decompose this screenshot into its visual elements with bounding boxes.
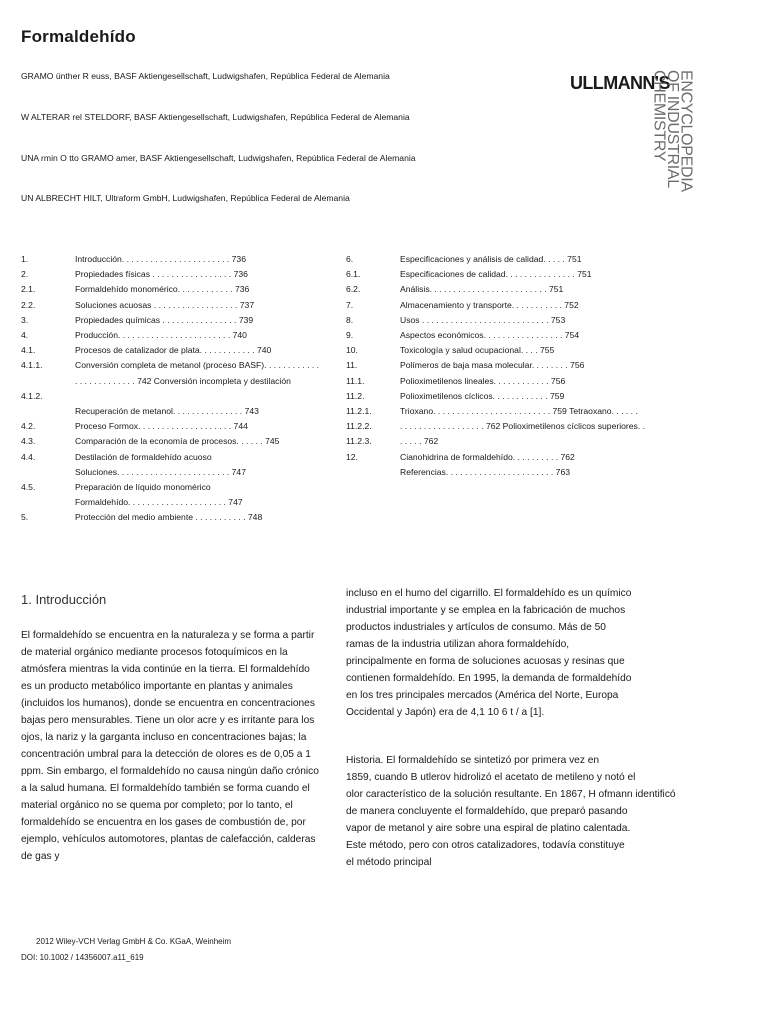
- toc-entry-number: 8.: [346, 314, 354, 325]
- toc-entry-title: Polioximetilenos lineales. . . . . . . . . . . . 756: [400, 375, 566, 386]
- text-line: productos industriales y artículos de consumo. Más de 50: [346, 622, 606, 633]
- section-heading: 1. Introducción: [21, 592, 107, 607]
- table-of-contents-left: [21, 254, 341, 524]
- text-line: ppm. Sin embargo, el formaldehído no causa ningún daño crónico: [21, 766, 319, 777]
- toc-entry-title: Protección del medio ambiente . . . . . . . . . . . 748: [75, 512, 263, 523]
- toc-entry-title: Trioxano. . . . . . . . . . . . . . . . . . . . . . . . . 759 Tetraoxano. . . . . .: [400, 406, 638, 416]
- ullmanns-logo: [570, 70, 710, 205]
- toc-entry: [21, 345, 341, 360]
- toc-entry: [21, 376, 341, 391]
- toc-entry: [21, 497, 341, 512]
- toc-entry-number: 10.: [346, 345, 358, 356]
- toc-entry: [21, 467, 341, 482]
- text-line: en los tres principales mercados (América del Norte, Europa: [346, 690, 619, 701]
- toc-entry-number: 11.1.: [346, 375, 365, 386]
- toc-entry: [346, 269, 756, 284]
- toc-entry-title: Destilación de formaldehído acuoso: [75, 451, 212, 462]
- logo-line-1: ENCYCLOPEDIA: [677, 70, 695, 192]
- toc-entry: [346, 467, 756, 482]
- toc-entry-title: Proceso Formox. . . . . . . . . . . . . . . . . . . . 744: [75, 421, 248, 432]
- toc-entry-title: Comparación de la economía de procesos. . . . . . 745: [75, 436, 280, 447]
- toc-entry: [346, 345, 756, 360]
- toc-entry-number: 11.2.3.: [346, 436, 372, 447]
- toc-entry-title: Polímeros de baja masa molecular. . . . . . . . 756: [400, 360, 585, 371]
- text-line: ojos, la nariz y la garganta incluso en concentraciones bajas; la: [21, 732, 307, 743]
- toc-entry-title: Producción. . . . . . . . . . . . . . . . . . . . . . . . 740: [75, 330, 247, 340]
- toc-entry: [346, 452, 756, 467]
- body-column-right-para-2: [346, 752, 676, 871]
- toc-entry-number: 2.2.: [21, 299, 36, 310]
- text-line: ramas de la industria utilizan ahora formaldehído,: [346, 639, 570, 650]
- text-line: atmósfera mientras la vida continúe en la tierra. El formaldehído: [21, 664, 310, 675]
- toc-entry-title: Introducción. . . . . . . . . . . . . . . . . . . . . . . 736: [75, 254, 246, 264]
- toc-entry-title: Propiedades físicas . . . . . . . . . . . . . . . . . 736: [75, 269, 248, 280]
- toc-entry: [346, 315, 756, 330]
- toc-entry-number: 4.4.: [21, 451, 36, 462]
- toc-entry-number: 6.: [346, 254, 354, 264]
- text-line: concentración umbral para la detección de olores es de 0,05 a 1: [21, 749, 311, 760]
- text-line: ejemplo, vehículos automotores, plantas de calefacción, calderas: [21, 834, 316, 845]
- toc-entry: [21, 512, 341, 527]
- toc-entry-title: Formaldehído monomérico. . . . . . . . . . . . 736: [75, 284, 250, 295]
- text-line: incluso en el humo del cigarrillo. El formaldehído es un químico: [346, 588, 632, 599]
- toc-entry-number: 5.: [21, 512, 29, 523]
- toc-entry: [21, 406, 341, 421]
- toc-entry-number: 7.: [346, 299, 354, 310]
- toc-entry-number: 4.1.: [21, 345, 36, 356]
- toc-entry-title: . . . . . . . . . . . . . . . . . . 762 Polioximetilenos cíclicos superiores. .: [400, 421, 646, 432]
- toc-entry-title: Aspectos económicos. . . . . . . . . . . . . . . . . 754: [400, 330, 580, 340]
- toc-entry: [21, 269, 341, 284]
- toc-entry-title: Soluciones acuosas . . . . . . . . . . . . . . . . . . 737: [75, 299, 255, 310]
- text-line: el método principal: [346, 857, 432, 868]
- toc-entry: [21, 360, 341, 375]
- toc-entry-title: Preparación de líquido monomérico: [75, 482, 211, 492]
- text-line: (incluidos los humanos), donde se encuentra en concentraciones: [21, 698, 315, 709]
- toc-entry-number: 4.3.: [21, 436, 36, 447]
- toc-entry: [346, 254, 756, 269]
- toc-entry: [21, 300, 341, 315]
- toc-entry: [21, 315, 341, 330]
- author-line-1: GRAMO ünther R euss, BASF Aktiengesellschaft, Ludwigshafen, República Federal de Alemania: [21, 71, 390, 81]
- toc-entry-title: Propiedades químicas . . . . . . . . . . . . . . . . 739: [75, 314, 254, 325]
- copyright-notice: 2012 Wiley-VCH Verlag GmbH & Co. KGaA, Weinheim: [36, 937, 232, 946]
- toc-entry: [346, 406, 756, 421]
- toc-entry-title: Especificaciones de calidad. . . . . . . . . . . . . . . 751: [400, 269, 592, 280]
- text-line: principalmente en forma de soluciones acuosas y resinas que: [346, 656, 625, 667]
- toc-entry: [21, 254, 341, 269]
- toc-entry-title: Formaldehído. . . . . . . . . . . . . . . . . . . . . 747: [75, 497, 243, 508]
- toc-entry-number: 11.2.2.: [346, 421, 372, 432]
- toc-entry: [21, 284, 341, 299]
- toc-entry: [346, 376, 756, 391]
- toc-entry-title: Toxicología y salud ocupacional. . . . 755: [400, 345, 555, 356]
- toc-entry: [346, 330, 756, 345]
- toc-entry: [21, 452, 341, 467]
- toc-entry-number: 2.1.: [21, 284, 36, 295]
- toc-entry-title: Análisis. . . . . . . . . . . . . . . . . . . . . . . . . 751: [400, 284, 564, 295]
- toc-entry-number: 11.: [346, 360, 358, 371]
- toc-entry-title: Especificaciones y análisis de calidad. . . . . 751: [400, 254, 582, 264]
- text-line: Occidental y Japón) era de 4,1 10 6 t / a [1].: [346, 707, 545, 718]
- text-line: El formaldehído se encuentra en la naturaleza y se forma a partir: [21, 630, 315, 641]
- text-line: Historia. El formaldehído se sintetizó por primera vez en: [346, 755, 600, 766]
- toc-entry: [21, 436, 341, 451]
- toc-entry-title: Procesos de catalizador de plata. . . . . . . . . . . . 740: [75, 345, 272, 356]
- toc-entry: [21, 421, 341, 436]
- toc-entry-number: 4.1.2.: [21, 390, 43, 401]
- toc-entry-title: Conversión completa de metanol (proceso BASF). . . . . . . . . . . .: [75, 360, 320, 371]
- author-line-2: W ALTERAR rel STELDORF, BASF Aktiengesellschaft, Ludwigshafen, República Federal de Alemania: [21, 112, 410, 122]
- author-line-3: UNA rmin O tto GRAMO amer, BASF Aktiengesellschaft, Ludwigshafen, República Federal de Alemania: [21, 153, 416, 163]
- toc-entry-number: 11.2.: [346, 390, 365, 401]
- text-line: olor característico de la solución resultante. En 1867, H ofmann identificó: [346, 789, 676, 800]
- toc-entry: [346, 436, 756, 451]
- logo-main-text: ULLMANN'S: [570, 73, 670, 93]
- text-line: es un producto metabólico importante en plantas y animales: [21, 681, 293, 692]
- toc-entry-title: Soluciones. . . . . . . . . . . . . . . . . . . . . . . . 747: [75, 466, 246, 477]
- toc-entry-number: 6.1.: [346, 269, 361, 280]
- logo-vertical-text: [652, 70, 693, 192]
- toc-entry-number: 4.1.1.: [21, 360, 43, 371]
- text-line: a la salud humana. El formaldehído también se forma cuando el: [21, 783, 310, 794]
- toc-entry-title: Recuperación de metanol. . . . . . . . . . . . . . . 743: [75, 406, 259, 416]
- author-line-4: UN ALBRECHT HILT, Ultraform GmbH, Ludwigshafen, República Federal de Alemania: [21, 193, 350, 203]
- toc-entry-title: Usos . . . . . . . . . . . . . . . . . . . . . . . . . . . 753: [400, 314, 566, 325]
- logo-line-3: CHEMISTRY: [650, 70, 668, 162]
- toc-entry-number: 1.: [21, 254, 29, 264]
- toc-entry-number: 9.: [346, 330, 354, 340]
- table-of-contents-right: [346, 254, 756, 484]
- text-line: de gas y: [21, 851, 60, 862]
- toc-entry: [21, 330, 341, 345]
- text-line: formaldehído se encuentra en los gases de combustión de, por: [21, 817, 306, 828]
- toc-entry-number: 4.5.: [21, 482, 36, 492]
- toc-entry-number: 4.: [21, 330, 29, 340]
- toc-entry-title: . . . . . . . . . . . . . 742 Conversión incompleta y destilación: [75, 375, 291, 386]
- document-title: Formaldehído: [21, 27, 136, 46]
- toc-entry: [346, 284, 756, 299]
- text-line: material orgánico no se quema por completo; por lo tanto, el: [21, 800, 293, 811]
- text-line: bajas pero mensurables. Tiene un olor acre y es irritante para los: [21, 715, 315, 726]
- text-line: contienen formaldehído. En 1995, la demanda de formaldehído: [346, 673, 632, 684]
- toc-entry-number: 4.2.: [21, 421, 36, 432]
- text-line: industrial importante y se emplea en la fabricación de muchos: [346, 605, 626, 616]
- text-line: 1859, cuando B utlerov hidrolizó el acetato de metileno y notó el: [346, 772, 636, 783]
- toc-entry: [346, 300, 756, 315]
- toc-entry-number: 3.: [21, 314, 29, 325]
- toc-entry-title: Cianohidrina de formaldehído. . . . . . . . . . 762: [400, 451, 575, 462]
- toc-entry: [21, 391, 341, 406]
- toc-entry-number: 6.2.: [346, 284, 361, 295]
- toc-entry-title: Almacenamiento y transporte. . . . . . . . . . . 752: [400, 299, 579, 310]
- text-line: de material orgánico mediante procesos fotoquímicos en la: [21, 647, 288, 658]
- body-column-right-para-1: [346, 585, 676, 721]
- toc-entry-title: . . . . . 762: [400, 436, 439, 447]
- doi-line: DOI: 10.1002 / 14356007.a11_619: [21, 953, 144, 962]
- toc-entry: [346, 421, 756, 436]
- text-line: vapor de metanol y aire sobre una espiral de platino calentada.: [346, 823, 631, 834]
- toc-entry-title: Referencias. . . . . . . . . . . . . . . . . . . . . . . 763: [400, 466, 571, 477]
- toc-entry: [346, 360, 756, 375]
- toc-entry: [21, 482, 341, 497]
- toc-entry-title: Polioximetilenos cíclicos. . . . . . . . . . . . 759: [400, 390, 565, 401]
- toc-entry: [346, 391, 756, 406]
- body-column-left: [21, 627, 336, 865]
- text-line: de manera concluyente el formaldehído, que preparó pasando: [346, 806, 628, 817]
- logo-line-2: OF INDUSTRIAL: [664, 70, 681, 188]
- toc-entry-number: 2.: [21, 269, 29, 280]
- toc-entry-number: 12.: [346, 451, 358, 462]
- toc-entry-number: 11.2.1.: [346, 406, 372, 416]
- text-line: Este método, pero con otros catalizadores, todavía constituye: [346, 840, 625, 851]
